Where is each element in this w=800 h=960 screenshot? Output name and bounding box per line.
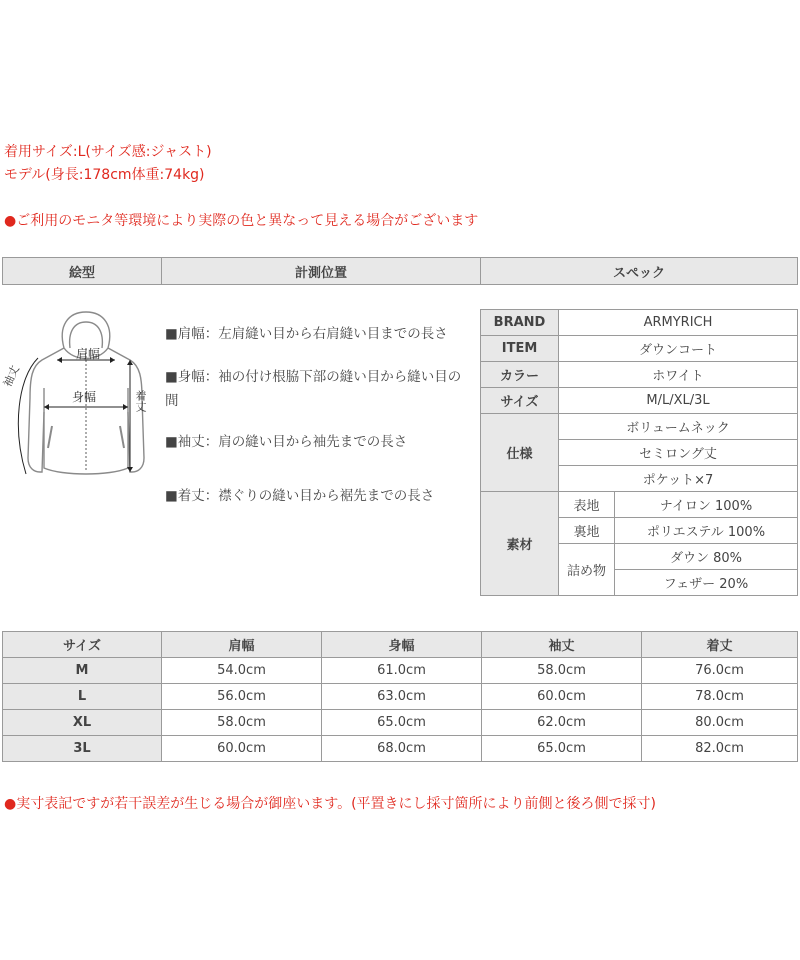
diagram-label-sleeve: 袖丈 [0, 363, 22, 389]
spec-row-item [481, 336, 798, 362]
measure-length: ■着丈：襟ぐりの縫い目から裾先までの長さ [165, 488, 435, 504]
spec-label-lining: 裏地 [559, 518, 615, 544]
spec-label-size: サイズ [481, 388, 559, 414]
size-cell: 68.0cm [322, 736, 482, 762]
table-row [3, 658, 798, 684]
header-illustration: 絵型 [3, 258, 162, 285]
spec-value-item: ダウンコート [559, 336, 798, 362]
size-header-size: サイズ [3, 632, 162, 658]
spec-row-color [481, 362, 798, 388]
color-disclaimer: ●ご利用のモニタ等環境により実際の色と異なって見える場合がございます [4, 213, 479, 229]
spec-label-item: ITEM [481, 336, 559, 362]
diagram-label-shoulder: 肩幅 [76, 347, 101, 361]
size-cell: 61.0cm [322, 658, 482, 684]
spec-value-lining: ポリエステル 100% [615, 518, 798, 544]
size-cell: 65.0cm [322, 710, 482, 736]
size-cell: 56.0cm [162, 684, 322, 710]
spec-label-material: 素材 [481, 492, 559, 596]
spec-value-fill: フェザー 20% [615, 570, 798, 596]
table-row [3, 736, 798, 762]
spec-label-fill: 詰め物 [559, 544, 615, 596]
size-header-shoulder: 肩幅 [162, 632, 322, 658]
spec-label-features: 仕様 [481, 414, 559, 492]
size-table [2, 631, 798, 762]
size-cell: 62.0cm [482, 710, 642, 736]
size-header-length: 着丈 [642, 632, 798, 658]
measurement-disclaimer: ●実寸表記ですが若干誤差が生じる場合が御座います。(平置きにし採寸箇所により前側と後ろ側で採寸) [4, 796, 657, 812]
spec-value-outer: ナイロン 100% [615, 492, 798, 518]
diagram-label-length: 着丈 [134, 390, 147, 412]
size-cell: 63.0cm [322, 684, 482, 710]
header-spec: スペック [481, 258, 798, 285]
size-cell-label: M [3, 658, 162, 684]
measure-body: ■身幅：袖の付け根脇下部の縫い目から縫い目の間 [165, 369, 462, 409]
size-header-body: 身幅 [322, 632, 482, 658]
table-row [3, 684, 798, 710]
spec-row-outer [481, 492, 798, 518]
measure-shoulder: ■肩幅：左肩縫い目から右肩縫い目までの長さ [165, 326, 448, 342]
spec-label-brand: BRAND [481, 310, 559, 336]
size-cell: 65.0cm [482, 736, 642, 762]
spec-value-feature: セミロング丈 [559, 440, 798, 466]
measure-sleeve: ■袖丈：肩の縫い目から袖先までの長さ [165, 434, 408, 450]
model-body-note: モデル(身長:178cm体重:74kg) [4, 167, 205, 183]
spec-row-brand [481, 310, 798, 336]
spec-value-fill: ダウン 80% [615, 544, 798, 570]
spec-table [480, 309, 798, 596]
spec-value-feature: ボリュームネック [559, 414, 798, 440]
spec-value-color: ホワイト [559, 362, 798, 388]
size-cell: 76.0cm [642, 658, 798, 684]
table-row [3, 710, 798, 736]
spec-value-feature: ポケット×7 [559, 466, 798, 492]
size-cell-label: XL [3, 710, 162, 736]
diagram-label-body: 身幅 [72, 390, 97, 404]
size-cell: 54.0cm [162, 658, 322, 684]
size-cell-label: L [3, 684, 162, 710]
size-cell: 58.0cm [162, 710, 322, 736]
size-cell: 58.0cm [482, 658, 642, 684]
size-cell: 80.0cm [642, 710, 798, 736]
spec-label-color: カラー [481, 362, 559, 388]
size-cell: 60.0cm [162, 736, 322, 762]
size-cell-label: 3L [3, 736, 162, 762]
model-size-note: 着用サイズ:L(サイズ感:ジャスト) [4, 144, 212, 160]
header-measure-position: 計測位置 [162, 258, 481, 285]
size-cell: 82.0cm [642, 736, 798, 762]
spec-value-size: M/L/XL/3L [559, 388, 798, 414]
section-header [2, 257, 798, 285]
spec-label-outer: 表地 [559, 492, 615, 518]
spec-row-size [481, 388, 798, 414]
spec-row-feature [481, 414, 798, 440]
spec-value-brand: ARMYRICH [559, 310, 798, 336]
size-table-header [3, 632, 798, 658]
size-cell: 60.0cm [482, 684, 642, 710]
size-header-sleeve: 袖丈 [482, 632, 642, 658]
size-cell: 78.0cm [642, 684, 798, 710]
